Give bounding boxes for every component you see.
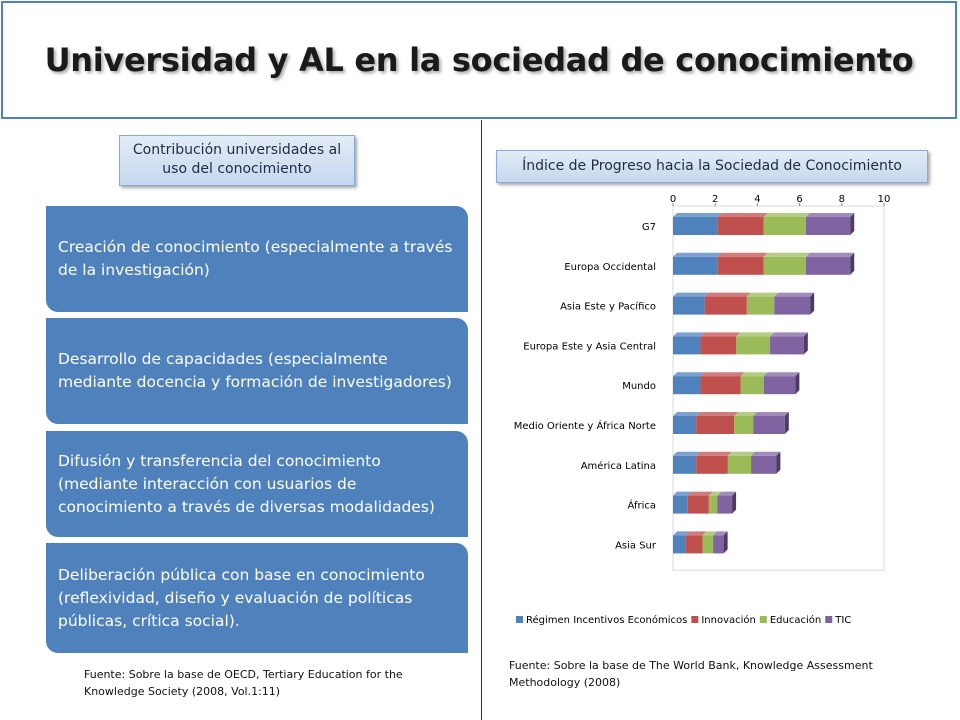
category-label: Europa Este y Asia Central [523,341,656,353]
bar-segment [764,376,796,394]
bar-top-3 [753,412,789,416]
bar-segment [673,376,700,394]
bar-top-0 [673,412,700,416]
bar-segment [686,535,703,553]
contribution-text-3: Difusión y transferencia del conocimiento (mediante interacción con usuarios de conocimiento a través de diversas modalidades) [58,451,435,516]
bar-segment [700,376,740,394]
bar-segment [751,456,776,474]
bar-segment [770,336,804,354]
contribution-text-1: Creación de conocimiento (especialmente a través de la investigación) [58,238,453,279]
bar-segment [717,496,732,514]
bar-segment [741,376,764,394]
bar-segment [734,416,753,434]
bar-top-3 [751,452,780,456]
legend-swatch [825,616,832,623]
contribution-text-4: Deliberación pública con base en conocimiento (reflexividad, diseño y evaluación de políticas públicas, crítica social). [58,565,425,630]
title-box [1,1,957,119]
bar-top-0 [673,293,709,297]
bar-segment [728,456,751,474]
bar-top-3 [764,372,800,376]
bar-segment [673,217,717,235]
bar-top-2 [764,213,810,217]
category-label: Medio Oriente y África Norte [513,421,656,432]
bar-top-2 [747,293,778,297]
legend-swatch [760,616,767,623]
bar-segment [713,535,724,553]
bar-segment [696,416,734,434]
left-source: Fuente: Sobre la base de OECD, Tertiary Education for the Knowledge Society (2008, Vol.1:11) [84,668,403,698]
bar-top-0 [673,372,704,376]
right-source: Fuente: Sobre la base de The World Bank, Knowledge Assessment Methodology (2008) [509,659,873,689]
category-label: G7 [641,222,656,233]
category-label: Asia Sur [615,540,656,552]
bar-segment [688,496,709,514]
legend-label: TIC [835,615,852,626]
category-label: África [627,500,656,512]
bar-segment [673,297,705,315]
x-tick-label: 6 [796,194,803,205]
legend-swatch [516,616,523,623]
x-tick-label: 0 [669,194,677,205]
bar-top-2 [736,332,774,336]
bar-top-3 [806,253,854,257]
bar-segment [673,336,700,354]
bar-segment [736,336,770,354]
bar-top-0 [673,332,704,336]
stacked-bar-chart [490,188,910,638]
bar-top-0 [673,253,721,257]
bar-top-3 [806,213,854,217]
category-label: Mundo [622,381,656,393]
x-tick-label: 4 [754,194,761,205]
bar-segment [673,416,696,434]
bar-segment [747,297,774,315]
category-label: Europa Occidental [564,261,656,273]
x-tick-label: 8 [838,194,845,205]
left-label: Contribución universidades al uso del conocimiento [119,135,355,186]
bar-top-2 [728,452,755,456]
legend-label: Innovación [701,615,756,626]
bar-top-0 [673,452,700,456]
category-label: Asia Este y Pacífico [560,301,656,313]
bar-segment [700,336,736,354]
bar-top-1 [696,452,732,456]
bar-top-0 [673,213,721,217]
contribution-block-3 [46,431,468,537]
bar-top-1 [696,412,738,416]
contribution-block-4 [46,543,468,653]
bar-segment [753,416,785,434]
bar-segment [806,257,850,275]
column-divider [481,120,482,720]
bar-top-2 [734,412,757,416]
bar-segment [705,297,747,315]
bar-top-1 [717,253,767,257]
legend-swatch [691,616,698,623]
bar-top-1 [700,332,740,336]
bar-top-1 [705,293,751,297]
legend-label: Régimen Incentivos Económicos [526,615,688,626]
slide-title: Universidad y AL en la sociedad de conocimiento [44,41,914,79]
contribution-block-1 [46,206,468,312]
bar-top-2 [764,253,810,257]
contribution-text-2: Desarrollo de capacidades (especialmente mediante docencia y formación de investigadores) [58,350,452,391]
bar-segment [696,456,728,474]
x-tick-label: 2 [712,194,719,205]
bar-segment [673,456,696,474]
bar-top-1 [717,213,767,217]
bar-segment [673,257,717,275]
bar-segment [774,297,810,315]
bar-segment [717,257,763,275]
bar-segment [673,496,688,514]
bar-top-3 [770,332,808,336]
legend-label: Educación [769,615,822,626]
bar-segment [806,217,850,235]
right-label: Índice de Progreso hacia la Sociedad de Conocimiento [496,150,928,183]
bar-segment [673,535,686,553]
bar-segment [717,217,763,235]
x-tick-label: 10 [877,194,891,205]
bar-top-3 [774,293,814,297]
category-label: América Latina [580,460,656,472]
bar-segment [703,535,714,553]
bar-top-1 [700,372,744,376]
contribution-block-2 [46,318,468,424]
bar-top-2 [741,372,768,376]
bar-top-1 [688,492,713,496]
bar-segment [709,496,717,514]
bar-segment [764,257,806,275]
bar-segment [764,217,806,235]
